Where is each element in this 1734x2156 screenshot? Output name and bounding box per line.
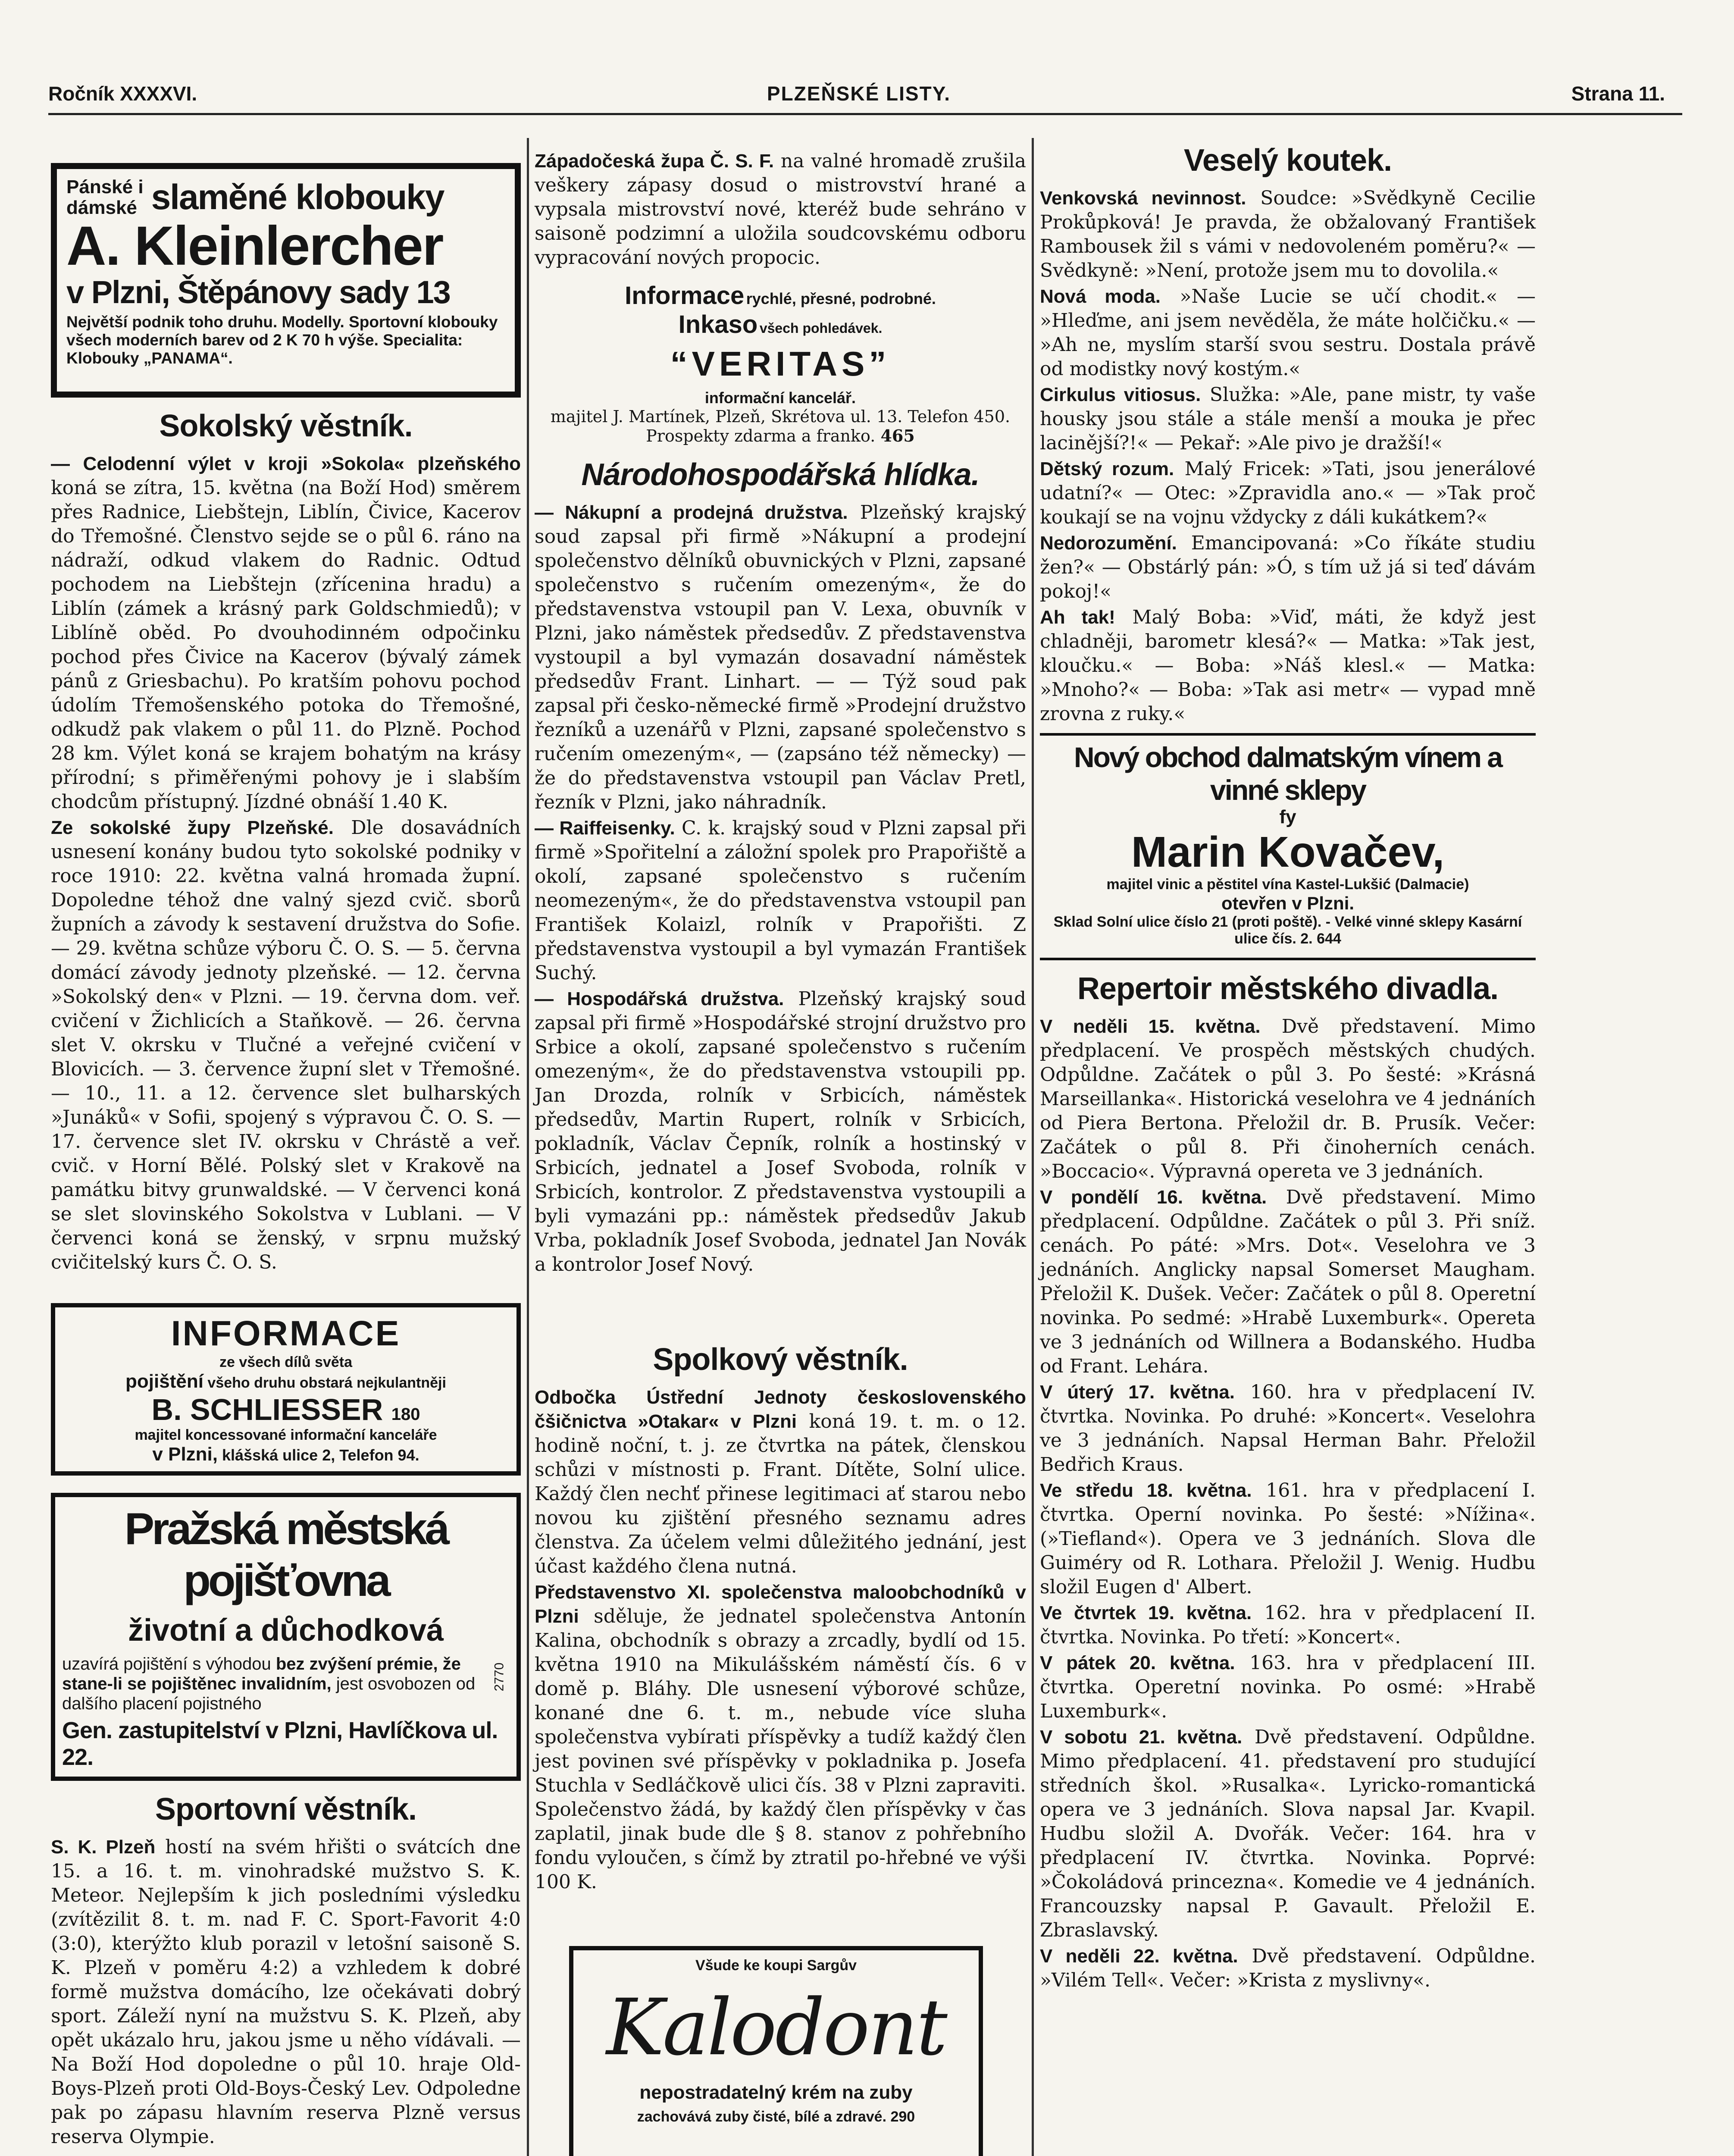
repertoire-item: [1040, 1380, 1536, 1477]
section-title-sport: Sportovní věstník.: [155, 1792, 417, 1827]
ad-company-name: A. Kleinlercher: [66, 215, 443, 277]
item-text: 163. hra v předplacení III. čtvrtka. Operetní novinka. Po osmé: »Hrabě Luxemburk«.: [1040, 1652, 1536, 1722]
ad-address: v Plzni, Štěpánovy sady 13: [66, 274, 450, 310]
repertoire-item: [1040, 1944, 1536, 1993]
repertoire-list: [1040, 1015, 1536, 1993]
item-text: »Naše Lucie se učí chodit.« — »Hleďme, ani jsem nevěděla, že máte holčičku.« — »Ah ne, myslím starší svou sestru. Dostala právě od modistky nový kostým.«: [1040, 285, 1536, 380]
ad-line: informační kancelář.: [704, 389, 856, 407]
column-1: [51, 138, 521, 2151]
repertoire-item: [1040, 1601, 1536, 1649]
article-lead: — Celodenní výlet v kroji »Sokola« plzeňského: [51, 453, 521, 474]
item-text: Služka: »Ale, pane mistr, ty vaše housky jsou stále a stále menší a mouka je přec lacinější?!« — Pekař: »Ale pivo je dražší!«: [1040, 384, 1536, 454]
ad-line: majitel vinic a pěstitel vína Kastel-Lukšić (Dalmacie): [1106, 876, 1469, 893]
ad-line1a: Pánské i: [66, 176, 144, 197]
ad-line: Inkaso: [678, 310, 758, 338]
item-lead: V pátek 20. května.: [1040, 1652, 1235, 1673]
joke-item: [1040, 605, 1536, 726]
joke-item: [1040, 457, 1536, 530]
article-text: koná 19. t. m. o 12. hodině noční, t. j. ze čtvrtka na pátek, členskou schůzi v místnosti p. Frant. Dítěte, Solní ulice. Každý člen nechť přinese legitimaci ať starou nebo novou ku zjištění přesného seznamu adres členstva. Za účelem velmi důležitého jednání, jest účast každého člena nutná.: [535, 1410, 1026, 1577]
ad-schliesser: [51, 1303, 521, 1476]
page-header: [48, 82, 1682, 112]
column-3: [1040, 138, 1536, 1994]
ad-body: uzavírá pojištění s výhodou: [62, 1655, 276, 1673]
ad-title: Pražská městská pojišťovna: [124, 1504, 448, 1606]
item-text: Soudce: »Svědkyně Cecilie Prokůpková! Je pravda, že obžalovaný František Rambousek žil s vámi v nedovoleném poměru?« — Svědkyně: »Není, protože jsem mu to dovolila.«: [1040, 187, 1536, 282]
ad-line: Informace: [625, 282, 745, 310]
ad-name: Marin Kovačev,: [1131, 828, 1445, 876]
ad-line: fy: [1279, 806, 1296, 827]
ad-line: rychlé, přesné, podrobné.: [746, 290, 936, 307]
ad-line: ze všech dílů světa: [219, 1354, 353, 1370]
ad-line: majitel koncessované informační kanceláře: [135, 1427, 437, 1443]
article-narod-1: [535, 501, 1026, 815]
ad-kovacev: [1040, 733, 1536, 947]
newspaper-name: PLZEŇSKÉ LISTY.: [767, 82, 951, 105]
article-sokol-2: [51, 816, 521, 1275]
ad-line: nepostradatelný krém na zuby: [639, 2082, 913, 2103]
article-text: C. k. krajský soud v Plzni zapsal při firmě »Spořitelní a záložní spolek pro Prapořiště a okolí, zapsané společenstvo s ručením neomezeným«, že do představenstva vstoupil pan František Kolaizl, rolník v Prapořišti. Z představenstva vystoupil a byl vymazán František Suchý.: [535, 817, 1026, 984]
repertoire-item: [1040, 1015, 1536, 1184]
section-title-repertoir: Repertoir městského divadla.: [1077, 971, 1499, 1006]
item-text: 162. hra v předplacení II. čtvrtka. Novinka. Po třetí: »Koncert«.: [1040, 1602, 1536, 1648]
item-text: Dvě představení. Mimo předplacení. Ve prospěch městských chudých. Odpůldne. Začátek o půl 3. Po šesté: »Krásná Marseillanka«. Historická veselohra ve 4 jednáních od Piera Bertona. Přeložil dr. B. Prusík. Večer: Začátek o půl 8. Při činoherních cenách. »Boccacio«. Výpravná opereta ve 3 jednáních.: [1040, 1015, 1536, 1182]
jokes-list: [1040, 186, 1536, 726]
item-text: Dvě představení. Odpůldne. Mimo předplacení. 41. představení pro studující středních škol. »Rusalka«. Lyricko-romantická opera ve 3 jednáních. Slova napsal Jar. Kvapil. Hudbu složil A. Dvořák. Večer: 164. hra v předplacení IV. čtvrtka. Novinka. Poprvé: »Čokoládová princezna«. Komedie ve 4 jednáních. Francouzsky napsal P. Gavault. Přeložil E. Zbraslavský.: [1040, 1726, 1536, 1941]
article-narod-2: [535, 816, 1026, 985]
article-text: Plzeňský krajský soud zapsal při firmě »Nákupní a prodejní společenstvo dělníků obuvnických v Plzni, zapsané společenstvo s ručením omezeným«, že do představenstva vstoupil pan V. Lexa, obuvník v Plzni, jako náměstek předsedův. Z představenstva vystoupil a byl vymazán dosavadní náměstek předsedův Frant. Linhart. — — Týž soud pak zapsal při česko-německé firmě »Prodejní družstvo řezníků a uzenářů v Plzni, zapsané společenstvo s ručením omezeným«, — (zapsáno též německy) — že do představenstva vstoupil pan Václav Pretl, řezník v Plzni, jako náhradník.: [535, 501, 1027, 813]
ad-title: INFORMACE: [171, 1314, 401, 1353]
divider: [1040, 958, 1536, 960]
item-lead: Nedorozumění.: [1040, 533, 1177, 554]
repertoire-item: [1040, 1651, 1536, 1724]
item-lead: V sobotu 21. května.: [1040, 1727, 1243, 1748]
article-sokol-1: [51, 452, 521, 814]
repertoire-item: [1040, 1479, 1536, 1599]
ad-brand: Kalodont: [606, 1983, 946, 2073]
ad-body: Největší podnik toho druhu. Modelly. Sportovní klobouky všech moderních barev od 2 K 70 h výše. Specialita: Klobouky „PANAMA“.: [66, 313, 498, 367]
section-title-sokol: Sokolský věstník.: [159, 409, 413, 443]
item-text: Dvě představení. Mimo předplacení. Odpůldne. Začátek o půl 3. Při sníž. cenách. Po páté: »Mrs. Dot«. Veselohra ve 3 jednáních. Anglicky napsal Somerset Maugham. Přeložil K. Dušek. Večer: Začátek o půl 8. Operetní novinka. Po sedmé: »Hrabě Luxemburk«. Opereta ve 3 jednáních od Willnera a Bodanského. Hudba od Frant. Lehára.: [1040, 1186, 1536, 1377]
article-lead: Odbočka Ústřední Jednoty československého čšičnictva »Otakar« v Plzni: [535, 1387, 1026, 1432]
item-lead: Ve čtvrtek 19. května.: [1040, 1602, 1252, 1623]
ad-number: 465: [880, 426, 915, 445]
repertoire-item: [1040, 1185, 1536, 1379]
article-text: koná se zítra, 15. května (na Boží Hod) směrem přes Radnice, Liebštejn, Liblín, Čivice, Kacerov do Třemošné. Členstvo sejde se o půl 6. ráno na nádraží, odkud vlakem do Radnic. Odtud pochodem na Liebštejn (zřícenina hradu) a Liblín (zámek a krásný park Goldschmiedů); v Liblíně oběd. Po dvouhodinném odpočinku pochod přes Čivice na Kacerov (bývalý zámek pánů z Griesbachu). Po kratším pohovu pochod údolím Třemošenského potoka do Třemošné, odkudž pak vlakem o půl 11. do Plzně. Pochod 28 km. Výlet koná se krajem bohatým na krásy přírodní; s přiměřenými pohovy je i slabším chodcům přístupný. Jízdné obnáší 1.40 K.: [51, 477, 521, 813]
article-lead: Představenstvo XI. společenstva maloobchodníků v Plzni: [535, 1582, 1026, 1627]
item-lead: V neděli 15. května.: [1040, 1016, 1261, 1037]
article-narod-3: [535, 987, 1026, 1277]
volume-label: Ročník XXXXVI.: [48, 82, 197, 105]
item-lead: Cirkulus vitiosus.: [1040, 384, 1201, 405]
ad-line: Prospekty zdarma a franko.: [646, 426, 876, 445]
ad-line: klášská ulice 2, Telefon 94.: [222, 1446, 419, 1464]
header-rule: [48, 113, 1682, 115]
ad-line: zachovává zuby čisté, bílé a zdravé.: [637, 2109, 887, 2125]
ad-kalodont: [569, 1946, 983, 2156]
item-text: 160. hra v předplacení IV. čtvrtka. Novinka. Po druhé: »Koncert«. Veselohra ve 3 jednáních. Napsal Herman Bahr. Přeložil Bedřich Kraus.: [1040, 1381, 1536, 1476]
ad-number: 2770: [492, 1662, 507, 1692]
item-lead: Dětský rozum.: [1040, 458, 1174, 479]
ad-line: v Plzni,: [152, 1444, 218, 1465]
ad-subtitle: životní a důchodková: [128, 1613, 444, 1648]
item-lead: V pondělí 16. května.: [1040, 1187, 1267, 1208]
article-text: Plzeňský krajský soud zapsal při firmě »Hospodářské strojní družstvo pro Srbice a okolí, zapsané společenstvo s ručením omezeným«, že do představenstva vstoupili pp. Jan Drozda, rolník v Srbicích, náměstek předsedův, Martin Rupert, rolník v Srbicích, pokladník, Václav Čepník, rolník a hostinský v Srbicích, jednatel a Josef Svoboda, rolník v Srbicích, kontrolor. Z představenstva vystoupili a byli vymazáni pp.: náměstek předsedův Jakub Vrba, pokladník Josef Svoboda, jednatel Jan Novák a kontrolor Josef Nový.: [535, 988, 1026, 1275]
item-lead: Venkovská nevinnost.: [1040, 188, 1246, 209]
section-title-vesely: Veselý koutek.: [1183, 143, 1392, 178]
item-text: Emancipovaná: »Co říkáte studiu žen?« — Obstárlý pán: »Ó, s tím už já si teď dávám pokoj!«: [1040, 532, 1536, 602]
item-lead: Nová moda.: [1040, 286, 1161, 307]
column-rule-1: [527, 138, 529, 2156]
ad-veritas: [535, 281, 1026, 445]
ad-number: 180: [391, 1405, 420, 1424]
article-lead: Západočeská župa Č. S. F.: [535, 150, 774, 172]
joke-item: [1040, 285, 1536, 381]
column-2: [535, 138, 1026, 2156]
page-number: Strana 11.: [1571, 82, 1665, 105]
ad-title: Nový obchod dalmatským vínem a vinné sklepy: [1074, 741, 1502, 806]
joke-item: [1040, 186, 1536, 283]
repertoire-item: [1040, 1725, 1536, 1943]
ad-footer: Gen. zastupitelství v Plzni, Havlíčkova ul. 22.: [62, 1717, 498, 1770]
ad-line: všech pohledávek.: [759, 320, 883, 336]
article-sport: [51, 1835, 521, 2149]
item-lead: V úterý 17. května.: [1040, 1382, 1235, 1403]
article-text: hostí na svém hřišti o svátcích dne 15. a 16. t. m. vinohradské mužstvo S. K. Meteor. Nejlepším k jich posledními výsledku (zvítězilit 8. t. m. nad F. C. Sport-Favorit 4:0 (3:0), kterýžto klub porazil v letošní saisoně S. K. Plzeň v poměru 4:2) a vzhledem k dobré formě mužstva domácího, lze očekávati dobrý sport. Záleží nyní na mužstvu S. K. Plzeň, aby opět ukázalo hru, jakou jsme u něho vídávali. — Na Boží Hod dopoledne o půl 10. hraje Old-Boys-Plzeň proti Old-Boys-Český Lev. Odpoledne pak po zápasu hlavním reserva Plzně versus reserva Olympie.: [51, 1836, 521, 2148]
item-lead: Ve středu 18. května.: [1040, 1480, 1252, 1501]
ad-name: “VERITAS”: [670, 345, 891, 383]
item-lead: V neděli 22. května.: [1040, 1946, 1238, 1967]
article-lead: S. K. Plzeň: [51, 1836, 156, 1858]
article-text: Dle dosavádních usnesení konány budou tyto sokolské podniky v roce 1910: 22. května valná hromada župní. Dopoledne téhož dne valný sjezd cvič. sborů župních a závody k sestavení družstva do Sofie. — 29. května schůze výboru Č. O. S. — 5. června domácí závody jednoty plzeňské. — 12. června »Sokolský den« v Plzni. — 19. června dom. veř. cvičení v Žichlicích a Staňkově. — 26. června slet V. okrsku v Tlučné a veřejné cvičení v Blovicích. — 3. července župní slet v Třemošné. — 10., 11. a 12. července slet bulharských »Junáků« v Sofii, spojený s výpravou Č. O. S. — 17. července slet IV. okrsku v Chrástě a veř. cvič. v Horní Bělé. Polský slet v Krakově na památku bitvy grunwaldské. — V červenci koná se slet slovinského Sokolstva v Lublani. — V červenci koná se ženský, v srpnu mužský cvičitelský kurs Č. O. S.: [51, 817, 521, 1273]
item-lead: Ah tak!: [1040, 607, 1115, 628]
ad-body: jest osvobozen od dalšího placení pojistného: [62, 1674, 476, 1713]
item-text: Dvě představení. Odpůldne. »Vilém Tell«. Večer: »Krista z myslivny«.: [1040, 1945, 1536, 1991]
column-rule-2: [1032, 138, 1034, 2156]
ad-number: 290: [890, 2109, 915, 2125]
article-text: na valné hromadě zrušila veškery zápasy dosud o mistrovství hrané a vypsala mistrovství nové, kteréž bude sehráno v saisoně podzimní a uložila soudcovskému odboru vypracování nových propocic.: [535, 150, 1026, 269]
ad-line: všeho druhu obstará nejkulantněji: [207, 1375, 446, 1391]
ad-pojistovna: [51, 1493, 521, 1781]
item-text: Malý Boba: »Viď, máti, že když jest chladněji, barometr klesá?« — Matka: »Tak jest, kloučku.« — Boba: »Náš klesl.« — Matka: »Mnoho?« — Boba: »Tak asi metr« — vypad mně zrovna z ruky.«: [1040, 606, 1536, 725]
ad-line1b: dámské: [66, 197, 137, 218]
article-lead: Ze sokolské župy Plzeňské.: [51, 817, 334, 838]
article-text: sděluje, že jednatel společenstva Antonín Kalina, obchodník s obrazy a zrcadly, bydlí od 15. května 1910 na Mikulášském náměstí čís. 6 v domě p. Bláhy. Dle usnesení výborové schůze, konané dne 6. t. m., nebude více sluha společenstva vybírati příspěvky a tudíž každý člen jest povinen své příspěvky v pokladnika p. Josefa Stuchla v Sedláčkově ulici čís. 38 v Plzni zapraviti. Společenstvo žádá, by každý člen příspěvky v čas zaplatil, jinak bude dle § 8. stanov z pohřebního fondu vyloučen, s čímž by ztratil po-hřebné ve výši 100 K.: [535, 1605, 1026, 1893]
ad-line: Všude ke koupi Sargův: [695, 1957, 857, 1974]
article-lead: — Hospodářská družstva.: [535, 988, 784, 1009]
joke-item: [1040, 383, 1536, 455]
ad-name: B. SCHLIESSER: [151, 1393, 383, 1426]
ad-line: otevřen v Plzni.: [1221, 893, 1355, 913]
section-title-narod: Národohospodářská hlídka.: [581, 458, 980, 492]
ad-number: 644: [1317, 931, 1341, 947]
ad-line: pojištění: [125, 1371, 203, 1392]
ad-line1c: slaměné klobouky: [151, 178, 444, 217]
article-zapad: [535, 149, 1026, 270]
joke-item: [1040, 531, 1536, 604]
ad-kleinlercher: [51, 163, 521, 398]
ad-body-bold: bez zvýšení prémie, že stane-li se pojištěnec invalidním,: [62, 1655, 461, 1693]
article-spolk-2: [535, 1580, 1026, 1894]
ad-line: Sklad Solní ulice číslo 21 (proti poště). - Velké vinné sklepy Kasární ulice čís. 2.: [1053, 914, 1522, 947]
ad-line: majitel J. Martínek, Plzeň, Skrétova ul. 13. Telefon 450.: [550, 407, 1011, 426]
article-lead: — Raiffeisenky.: [535, 818, 675, 839]
article-lead: — Nákupní a prodejná družstva.: [535, 502, 848, 523]
article-spolk-1: [535, 1385, 1026, 1579]
section-title-spolk: Spolkový věstník.: [653, 1342, 908, 1377]
item-text: 161. hra v předplacení I. čtvrtka. Operní novinka. Po šesté: »Nížina«. (»Tiefland«). Opera ve 3 jednáních. Slova dle Guiméry od R. Lothara. Přeložil J. Wenig. Hudbu složil Eugen d' Albert.: [1040, 1479, 1536, 1598]
item-text: Malý Fricek: »Tati, jsou jenerálové udatní?« — Otec: »Zpravidla ano.« — »Tak proč koukají se na vojnu vždycky z dáli kukátkem?«: [1040, 458, 1536, 528]
